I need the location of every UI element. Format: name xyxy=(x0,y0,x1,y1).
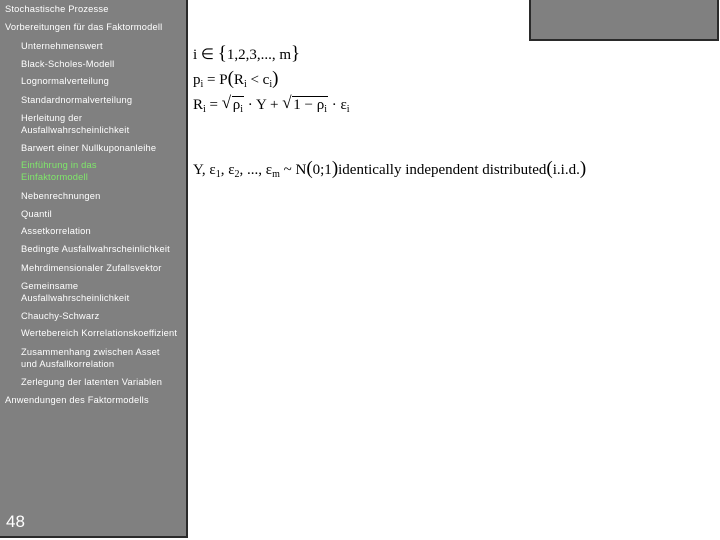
formula-default-probability: $p_i = P(R_i < c_i)$ xyxy=(193,68,279,90)
nav-item-anwendungen-faktormodell[interactable]: Anwendungen des Faktormodells xyxy=(5,395,149,405)
formula-index-set: i ∈ {1,2,3,..., m} xyxy=(193,43,301,64)
formula-asset-return: $R_i$ = √ $\rho_i \cdot Y$ + √ $1 - \rho_i \cdot \varepsilon_i$ xyxy=(193,96,350,119)
nav-item-stochastische-prozesse[interactable]: Stochastische Prozesse xyxy=(5,4,109,14)
nav-item-assetkorrelation[interactable]: Assetkorrelation xyxy=(21,226,91,236)
slide-number: 48 xyxy=(6,512,25,531)
nav-item-lognormalverteilung[interactable]: Lognormalverteilung xyxy=(21,76,110,86)
nav-item-wertebereich-korrelationskoeffizient[interactable]: Wertebereich Korrelationskoeffizient xyxy=(21,328,178,338)
nav-item-nebenrechnungen[interactable]: Nebenrechnungen xyxy=(21,191,101,201)
nav-item-barwert-nullkuponanleihe[interactable]: Barwert einer Nullkuponanleihe xyxy=(21,143,157,153)
nav-item-bedingte-ausfallwahrscheinlichkeit[interactable]: Bedingte Ausfallwahrscheinlichkeit xyxy=(21,244,170,254)
nav-item-black-scholes-modell[interactable]: Black-Scholes-Modell xyxy=(21,59,115,69)
nav-item-einfuehrung-einfaktormodell[interactable]: Einführung in das Einfaktormodell xyxy=(21,160,97,182)
nav-item-zerlegung-latente-variablen[interactable]: Zerlegung der latenten Variablen xyxy=(21,377,163,387)
nav-item-herleitung-ausfallwahrscheinlichkeit[interactable]: Herleitung der Ausfallwahrscheinlichkeit xyxy=(21,113,130,135)
nav-item-zusammenhang-asset-ausfallkorrelation[interactable]: Zusammenhang zwischen Asset und Ausfallkorrelation xyxy=(21,347,160,369)
nav-item-chauchy-schwarz[interactable]: Chauchy-Schwarz xyxy=(21,311,100,321)
nav-item-vorbereitungen[interactable]: Vorbereitungen für das Faktormodell xyxy=(5,22,163,32)
navigation-panel xyxy=(0,0,188,538)
nav-item-gemeinsame-ausfallwahrscheinlichkeit[interactable]: Gemeinsame Ausfallwahrscheinlichkeit xyxy=(21,281,130,303)
nav-item-mehrdimensionaler-zufallsvektor[interactable]: Mehrdimensionaler Zufallsvektor xyxy=(21,263,162,273)
nav-item-standardnormalverteilung[interactable]: Standardnormalverteilung xyxy=(21,95,133,105)
nav-item-unternehmenswert[interactable]: Unternehmenswert xyxy=(21,41,103,51)
header-box xyxy=(529,0,719,41)
nav-item-quantil[interactable]: Quantil xyxy=(21,209,52,219)
formula-distribution: Y, $\varepsilon_1$, $\varepsilon_2$, ..., $\varepsilon_m$ ~ N(0;1)identically independent distributed(i.i.d.) xyxy=(193,158,587,180)
